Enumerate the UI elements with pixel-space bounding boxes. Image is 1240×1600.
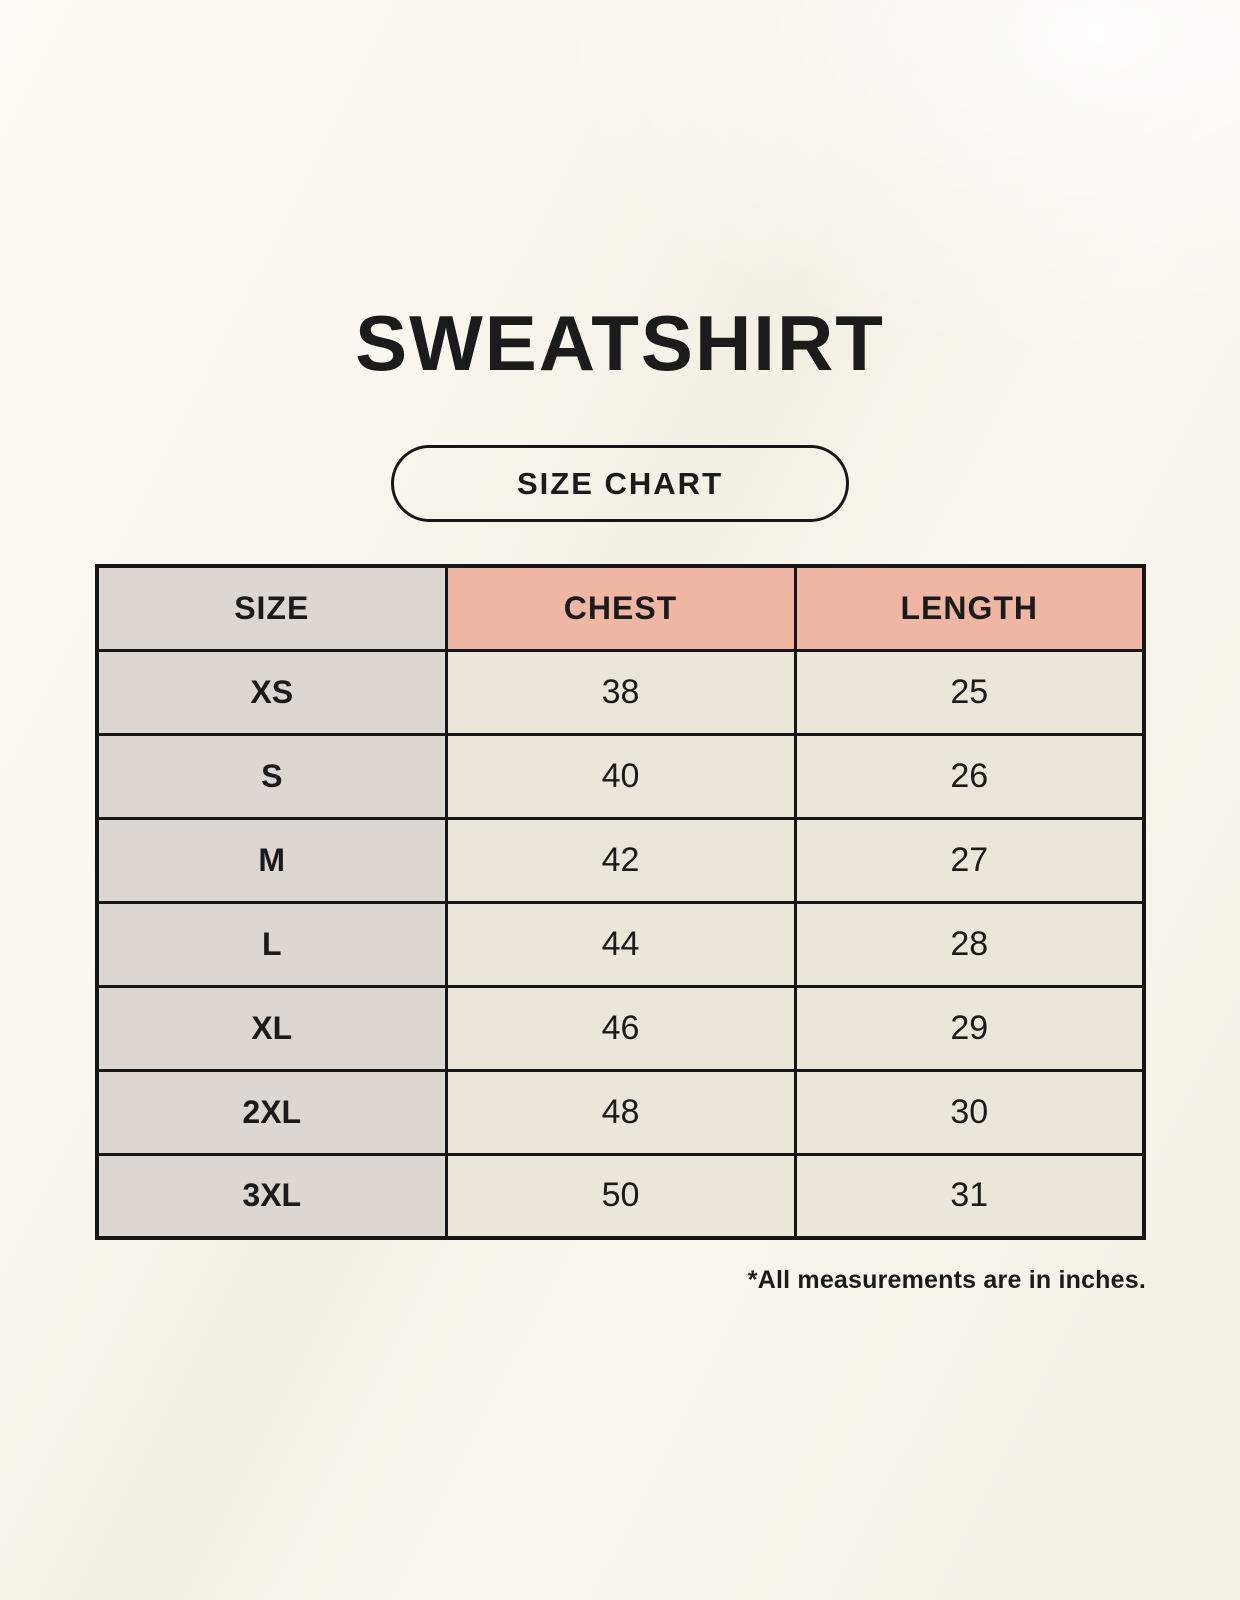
length-value: 29 [795, 986, 1144, 1070]
length-value: 28 [795, 902, 1144, 986]
size-label: 3XL [97, 1154, 446, 1238]
chest-value: 46 [446, 986, 795, 1070]
column-header-chest: CHEST [446, 566, 795, 650]
table-row [97, 1070, 1144, 1154]
column-header-size: SIZE [97, 566, 446, 650]
length-value: 30 [795, 1070, 1144, 1154]
chest-value: 42 [446, 818, 795, 902]
column-header-length: LENGTH [795, 566, 1144, 650]
table-row [97, 1154, 1144, 1238]
chest-value: 44 [446, 902, 795, 986]
chest-value: 48 [446, 1070, 795, 1154]
table-row [97, 818, 1144, 902]
size-label: S [97, 734, 446, 818]
chest-value: 40 [446, 734, 795, 818]
table-row [97, 986, 1144, 1070]
page-title: SWEATSHIRT [355, 299, 885, 387]
size-label: XS [97, 650, 446, 734]
length-value: 26 [795, 734, 1144, 818]
size-chart-table [95, 564, 1146, 1240]
size-label: L [97, 902, 446, 986]
chest-value: 38 [446, 650, 795, 734]
length-value: 25 [795, 650, 1144, 734]
size-chart-badge-label: SIZE CHART [517, 465, 723, 501]
length-value: 31 [795, 1154, 1144, 1238]
size-label: 2XL [97, 1070, 446, 1154]
size-chart-badge [391, 445, 849, 522]
length-value: 27 [795, 818, 1144, 902]
size-label: M [97, 818, 446, 902]
size-label: XL [97, 986, 446, 1070]
table-row [97, 902, 1144, 986]
table-header-row [97, 566, 1144, 650]
measurements-footnote: *All measurements are in inches. [747, 1266, 1146, 1294]
table-row [97, 734, 1144, 818]
table-row [97, 650, 1144, 734]
chest-value: 50 [446, 1154, 795, 1238]
